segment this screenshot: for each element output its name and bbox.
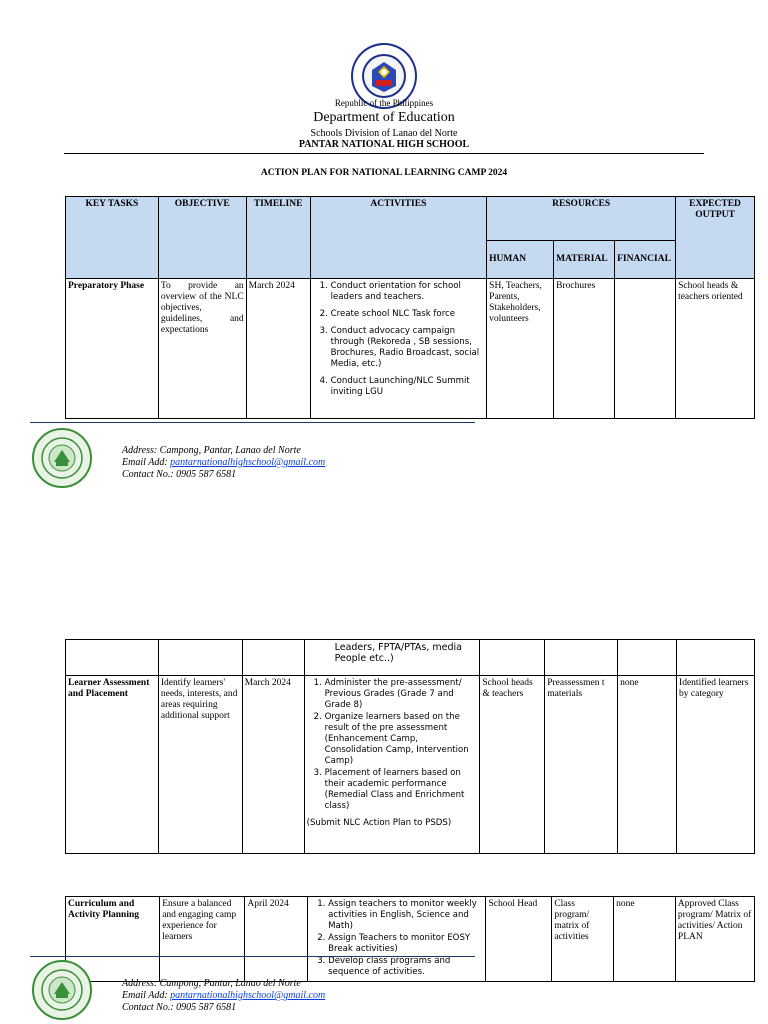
empty-cell: [618, 640, 677, 676]
financial-preparatory: [615, 279, 676, 419]
school-name: PANTAR NATIONAL HIGH SCHOOL: [298, 139, 470, 150]
empty-cell: [480, 640, 545, 676]
activity-item: 2. Assign Teachers to monitor EOSY Break activities): [328, 933, 483, 955]
empty-cell: [242, 640, 304, 676]
activity-item: 1. Assign teachers to monitor weekly activities in English, Science and Math): [328, 899, 483, 932]
material-assessment: Preassessmen t materials: [545, 676, 618, 854]
activities-assessment: [304, 676, 480, 854]
action-plan-table-page2b: [65, 896, 755, 982]
footer-email-line: [122, 457, 325, 469]
output-preparatory: School heads & teachers oriented: [676, 279, 755, 419]
footer-contact-block: [122, 978, 325, 1014]
empty-cell: [677, 640, 755, 676]
footer-address: Address: Campong, Pantar, Lanao del Norte: [122, 445, 301, 456]
republic-text: Republic of the Philippines: [334, 98, 434, 108]
empty-cell: [158, 640, 242, 676]
header-activities: ACTIVITIES: [310, 197, 487, 279]
activity-item: 4. Conduct Launching/NLC Summit inviting LGU: [331, 376, 485, 398]
output-curriculum: Approved Class program/ Matrix of activities/ Action PLAN: [675, 897, 754, 982]
header-human: HUMAN: [487, 241, 554, 279]
activities-continuation: Leaders, FPTA/PTAs, media People etc..): [304, 640, 480, 676]
footer-email-label: Email Add:: [122, 990, 171, 1001]
header-timeline: TIMELINE: [246, 197, 310, 279]
activity-item: 2. Organize learners based on the result of the pre assessment (Enhancement Camp, Consolidation Camp, Intervention Camp): [325, 712, 478, 767]
material-preparatory: Brochures: [554, 279, 615, 419]
task-assessment: Learner Assessment and Placement: [66, 676, 159, 854]
objective-assessment: Identify learners' needs, interests, and areas requiring additional support: [158, 676, 242, 854]
action-plan-table-page1: [65, 196, 755, 419]
activity-item: 2. Create school NLC Task force: [331, 309, 485, 320]
footer-email-link[interactable]: pantarnationalhighschool@gmail.com: [170, 457, 326, 468]
department-title: Department of Education: [313, 110, 455, 125]
timeline-assessment: March 2024: [242, 676, 304, 854]
output-assessment: Identified learners by category: [677, 676, 755, 854]
objective-preparatory: To provide an overview of the NLC objectives, guidelines, and expectations: [158, 279, 246, 419]
footer-divider: [30, 422, 475, 423]
task-curriculum: Curriculum and Activity Planning: [66, 897, 160, 982]
activity-item: 3. Develop class programs and sequence of activities.: [328, 956, 483, 978]
timeline-curriculum: April 2024: [245, 897, 308, 982]
header-financial: FINANCIAL: [615, 241, 676, 279]
document-title: ACTION PLAN FOR NATIONAL LEARNING CAMP 2024: [260, 168, 508, 178]
activities-preparatory: [310, 279, 487, 419]
human-curriculum: School Head: [486, 897, 552, 982]
header-material: MATERIAL: [554, 241, 615, 279]
footer-contact: Contact No.: 0905 587 6581: [122, 1002, 237, 1013]
footer-email-label: Email Add:: [122, 457, 171, 468]
activities-curriculum: [308, 897, 486, 982]
task-preparatory: Preparatory Phase: [66, 279, 159, 419]
header-objective: OBJECTIVE: [158, 197, 246, 279]
action-plan-table-page2: [65, 639, 755, 854]
activity-item: 3. Conduct advocacy campaign through (Rekoreda , SB sessions, Brochures, Radio Broadcast, social Media, etc.): [331, 326, 485, 370]
footer-email-link[interactable]: pantarnationalhighschool@gmail.com: [170, 990, 326, 1001]
human-preparatory: SH, Teachers, Parents, Stakeholders, volunteers: [487, 279, 554, 419]
human-assessment: School heads & teachers: [480, 676, 545, 854]
activity-item: 1. Administer the pre-assessment/ Previous Grades (Grade 7 and Grade 8): [325, 678, 478, 711]
financial-assessment: none: [618, 676, 677, 854]
footer-contact-block: [122, 445, 325, 481]
header-resources: RESOURCES: [487, 197, 676, 241]
footer-address: Address: Campong, Pantar, Lanao del Norte: [122, 978, 301, 989]
header-divider: [64, 153, 704, 154]
objective-curriculum: Ensure a balanced and engaging camp experience for learners: [160, 897, 245, 982]
school-seal-logo: [32, 960, 92, 1020]
material-curriculum: Class program/ matrix of activities: [552, 897, 614, 982]
activity-item: 3. Placement of learners based on their academic performance (Remedial Class and Enrichment class): [325, 768, 478, 812]
activity-note: (Submit NLC Action Plan to PSDS): [306, 818, 452, 828]
footer-email-line: [122, 990, 325, 1002]
empty-cell: [545, 640, 618, 676]
header-expected-output: EXPECTED OUTPUT: [676, 197, 755, 279]
timeline-preparatory: March 2024: [246, 279, 310, 419]
division-text: Schools Division of Lanao del Norte: [310, 128, 458, 139]
school-seal-logo: [32, 428, 92, 488]
activity-item: 1. Conduct orientation for school leaders and teachers.: [331, 281, 485, 303]
financial-curriculum: none: [614, 897, 676, 982]
footer-contact: Contact No.: 0905 587 6581: [122, 469, 237, 480]
footer-divider: [30, 956, 475, 957]
empty-cell: [66, 640, 159, 676]
header-key-tasks: KEY TASKS: [66, 197, 159, 279]
